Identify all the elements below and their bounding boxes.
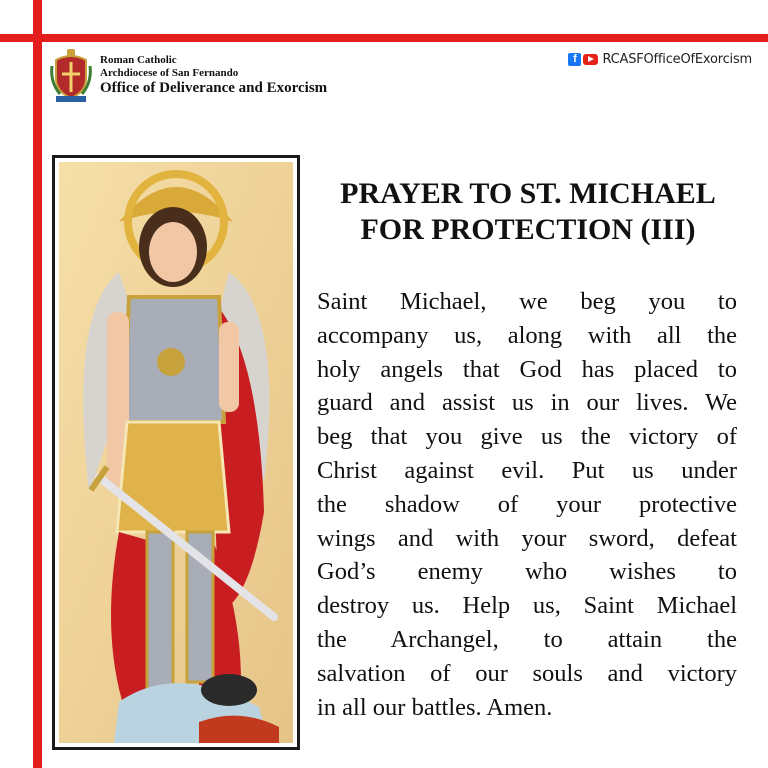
facebook-icon[interactable]: f bbox=[568, 53, 581, 66]
st-michael-statue-image bbox=[59, 162, 293, 743]
prayer-line: holy angels that God has placed to bbox=[317, 355, 737, 383]
archdiocese-crest-icon bbox=[50, 48, 92, 104]
prayer-line: Christ against evil. Put us under bbox=[317, 456, 737, 484]
prayer-line: in all our battles. Amen. bbox=[317, 693, 553, 721]
prayer-line: destroy us. Help us, Saint Michael bbox=[317, 592, 737, 620]
prayer-title bbox=[306, 176, 750, 248]
prayer-line: the Archangel, to attain the bbox=[317, 625, 737, 653]
social-handle[interactable] bbox=[568, 50, 752, 68]
prayer-text bbox=[317, 285, 737, 724]
prayer-line: guard and assist us in our lives. We bbox=[317, 389, 737, 417]
prayer-line: accompany us, along with all the bbox=[317, 321, 737, 349]
prayer-line: salvation of our souls and victory bbox=[317, 659, 737, 687]
office-name: Office of Deliverance and Exorcism bbox=[100, 80, 328, 97]
org-line-2: Archdiocese of San Fernando bbox=[100, 66, 239, 79]
prayer-line: Saint Michael, we beg you to bbox=[317, 288, 737, 315]
prayer-line: wings and with your sword, defeat bbox=[317, 524, 737, 552]
red-horizontal-rule bbox=[0, 34, 768, 42]
title-line-1: PRAYER TO ST. MICHAEL bbox=[340, 177, 716, 210]
youtube-icon[interactable] bbox=[583, 54, 598, 65]
prayer-line: beg that you give us the victory of bbox=[317, 423, 737, 451]
header bbox=[50, 48, 380, 108]
social-handle-text[interactable]: RCASFOfficeOfExorcism bbox=[602, 51, 752, 67]
prayer-line: the shadow of your protective bbox=[317, 490, 737, 518]
statue-image-frame bbox=[52, 155, 300, 750]
title-line-2: FOR PROTECTION (III) bbox=[360, 213, 696, 246]
org-line-1: Roman Catholic bbox=[100, 54, 177, 66]
red-vertical-rule bbox=[33, 0, 42, 768]
prayer-line: God’s enemy who wishes to bbox=[317, 558, 737, 586]
